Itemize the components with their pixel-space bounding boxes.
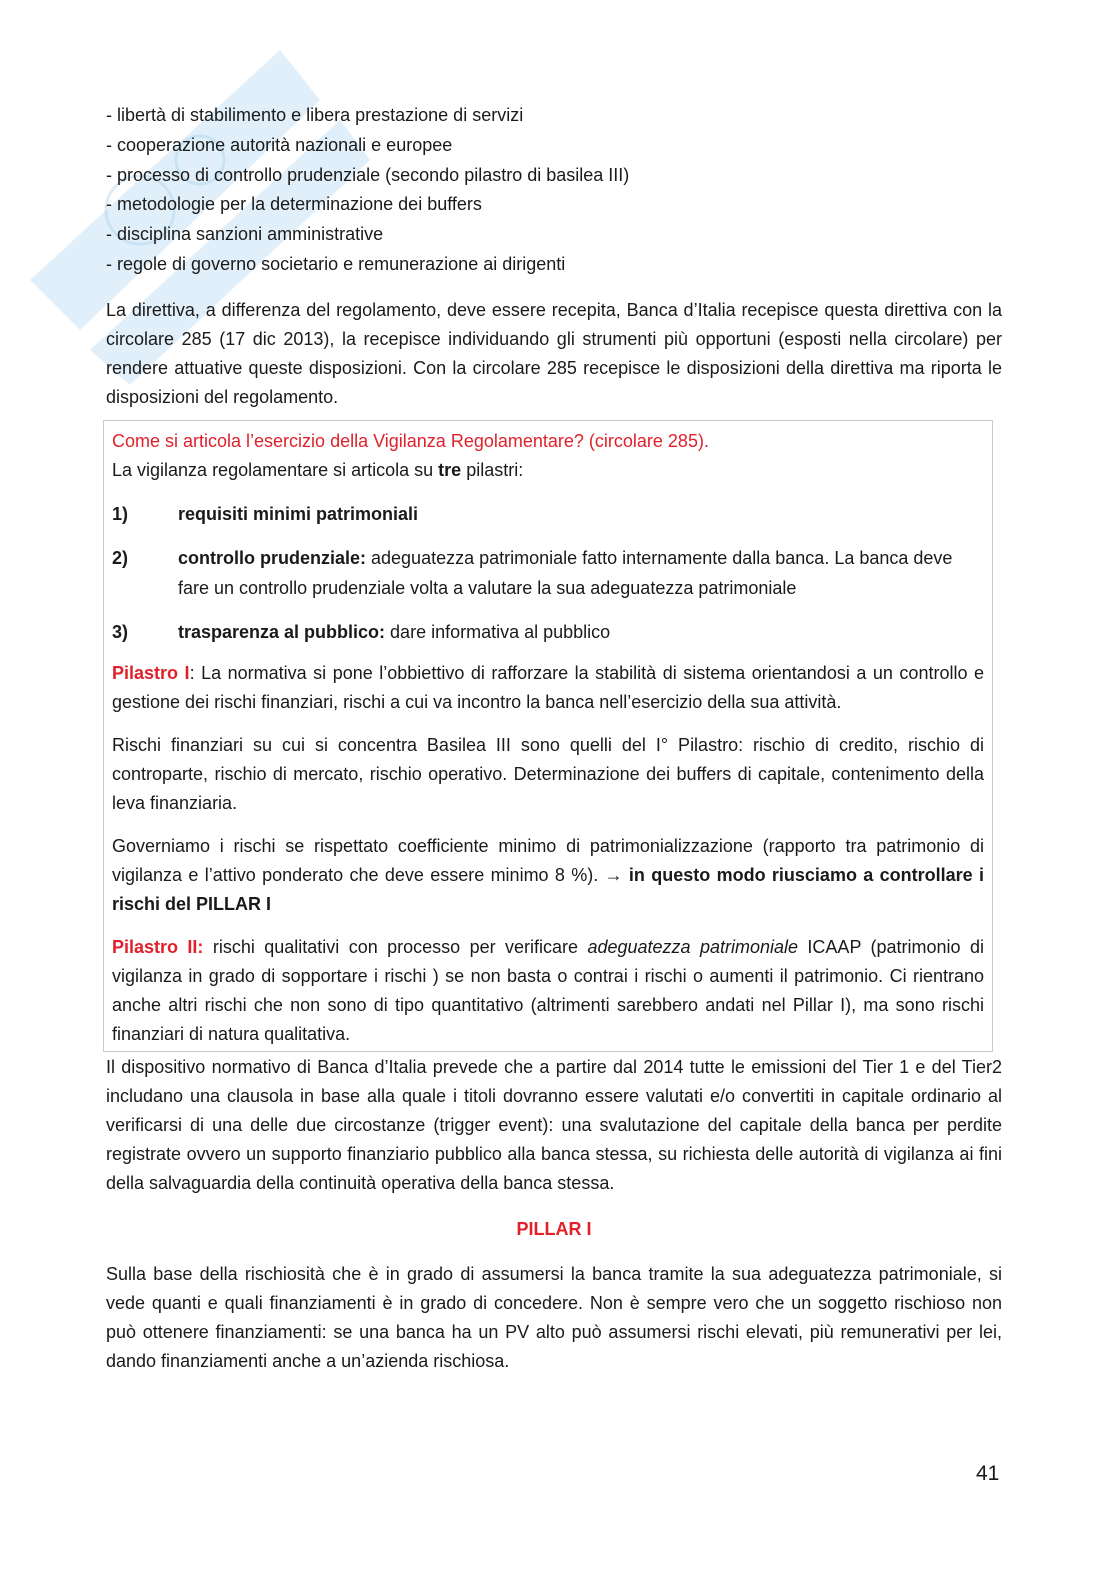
pillar-item: 2) controllo prudenziale: adeguatezza patrimoniale fatto internamente dalla banca. La banca deve fare un controllo prudenziale volta a valutare la sua adeguatezza patrimoniale	[112, 543, 984, 603]
item-title: trasparenza al pubblico:	[178, 621, 386, 642]
item-number: 1)	[112, 503, 129, 524]
item-number: 2)	[112, 547, 129, 568]
pillar-item	[112, 499, 984, 529]
pilastro-2-paragraph: Pilastro II: rischi qualitativi con processo per verificare adeguatezza patrimoniale ICAAP (patrimonio di vigilanza in grado di sopportare i rischi ) se non basta o contrai i rischi o aumenti il patrimonio. Ci rientrano anche altri rischi che non sono di tipo quantitativo (altrimenti sarebbero andati nel Pillar I), ma sono rischi finanziari di natura qualitativa.	[112, 936, 984, 1044]
list-item: - cooperazione autorità nazionali e europee	[106, 134, 453, 155]
vigilanza-box	[103, 420, 993, 1052]
rischi-paragraph: Rischi finanziari su cui si concentra Basilea III sono quelli del I° Pilastro: rischio di credito, rischio di controparte, rischio di mercato, rischio operativo. Determinazione dei buffers di capitale, contenimento della leva finanziaria.	[112, 734, 984, 813]
list-item: - regole di governo societario e remunerazione ai dirigenti	[106, 253, 566, 274]
box-question: Come si articola l’esercizio della Vigilanza Regolamentare? (circolare 285).	[112, 430, 709, 451]
page-number: 41	[976, 1462, 1000, 1485]
pilastro-1-paragraph: Pilastro I: La normativa si pone l’obbiettivo di rafforzare la stabilità di sistema orientandosi a un controllo e gestione dei rischi finanziari, rischi a cui va incontro la banca nell’esercizio della sua attività.	[112, 662, 985, 712]
dispositivo-paragraph: Il dispositivo normativo di Banca d’Italia prevede che a partire dal 2014 tutte le emissioni del Tier 1 e del Tier2 includano una clausola in base alla quale i titoli dovranno essere valutati e/o convertiti in capitale ordinario al verificarsi di una delle due circostanze (trigger event): una svalutazione del capitale della banca per perdite registrate ovvero un supporto finanziario pubblico alla banca stessa, su richiesta delle autorità di vigilanza ai fini della salvaguardia della continuità operativa della banca stessa.	[106, 1056, 1002, 1193]
bullet-list	[106, 101, 1002, 280]
item-title: controllo prudenziale:	[178, 547, 367, 568]
list-item: - metodologie per la determinazione dei buffers	[106, 194, 482, 215]
list-item: - processo di controllo prudenziale (secondo pilastro di basilea III)	[106, 164, 630, 185]
item-title: requisiti minimi patrimoniali	[178, 503, 419, 524]
pillar-item: 3) trasparenza al pubblico: dare informativa al pubblico	[112, 617, 984, 647]
final-paragraph: Sulla base della rischiosità che è in grado di assumersi la banca tramite la sua adeguatezza patrimoniale, si vede quanti e quali finanziamenti è in grado di concedere. Non è sempre vero che un soggetto rischioso non può ottenere finanziamenti: se una banca ha un PV alto può assumersi rischi elevati, più remunerativi per lei, dando finanziamenti anche a un’azienda rischiosa.	[106, 1263, 1002, 1371]
list-item: - libertà di stabilimento e libera prestazione di servizi	[106, 105, 524, 125]
governo-paragraph: Governiamo i rischi se rispettato coefficiente minimo di patrimonializzazione (rapporto tra patrimonio di vigilanza e l’attivo ponderato che deve essere minimo 8 %). → in questo modo riusciamo a controllare i rischi del PILLAR I	[112, 835, 984, 914]
intro-paragraph: La direttiva, a differenza del regolamento, deve essere recepita, Banca d’Italia recepisce questa direttiva con la circolare 285 (17 dic 2013), la recepisce individuando gli strumenti più opportuni (esposti nella circolare) per rendere attuative queste disposizioni. Con la circolare 285 recepisce le disposizioni della direttiva ma riporta le disposizioni del regolamento.	[106, 299, 1002, 407]
document-page	[106, 101, 1002, 1376]
list-item: - disciplina sanzioni amministrative	[106, 224, 384, 245]
box-lead: La vigilanza regolamentare si articola su tre pilastri:	[112, 459, 524, 480]
item-number: 3)	[112, 621, 129, 642]
section-heading: PILLAR I	[516, 1218, 592, 1239]
